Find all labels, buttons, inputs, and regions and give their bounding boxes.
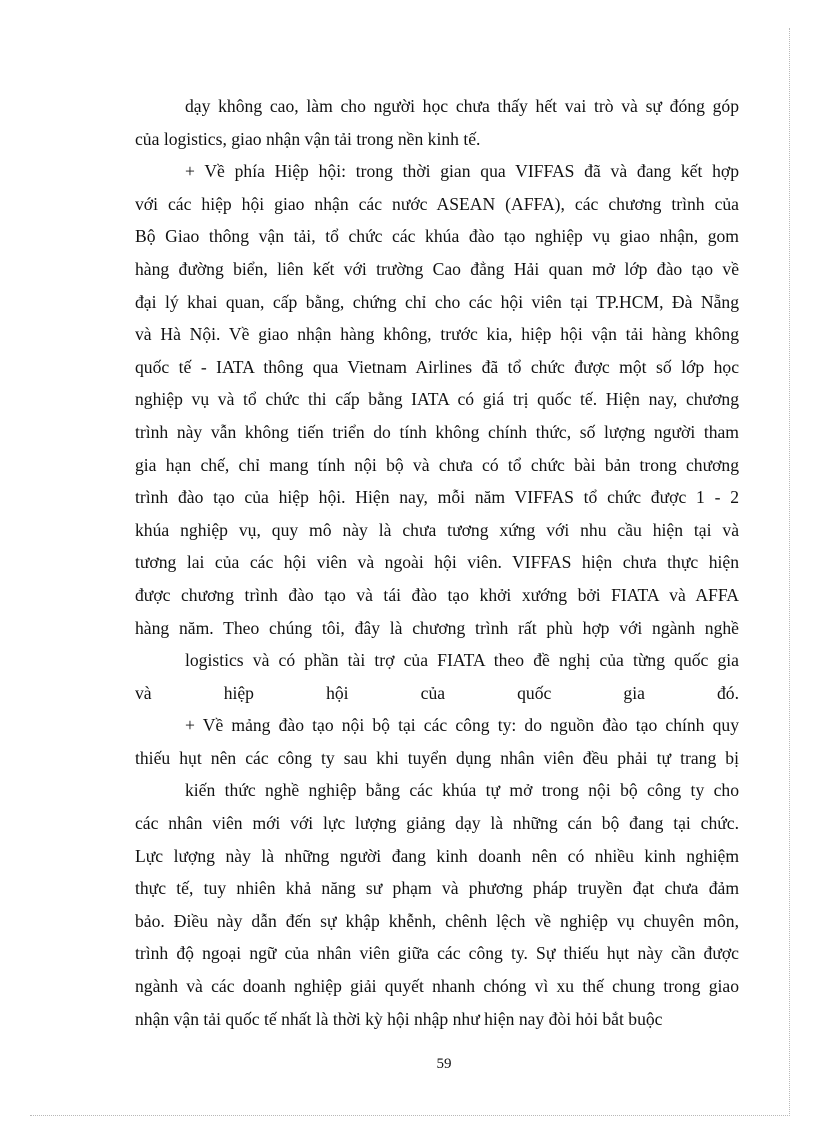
text-line: gia hạn chế, chỉ mang tính nội bộ và chưa có tổ chức bài bản trong chương — [135, 454, 739, 475]
page-number: 59 — [436, 1056, 452, 1072]
text-line: các nhân viên mới với lực lượng giảng dạy là những cán bộ đang tại chức. — [135, 813, 739, 834]
text-line: Bộ Giao thông vận tải, tổ chức các khúa đào tạo nghiệp vụ giao nhận, gom — [135, 226, 739, 247]
text-line: Lực lượng này là những người đang kinh doanh nên có nhiều kinh nghiệm — [135, 845, 739, 866]
text-line: thực tế, tuy nhiên khả năng sư phạm và phương pháp truyền đạt chưa đảm — [135, 878, 739, 899]
text-line: khúa nghiệp vụ, quy mô này là chưa tương xứng với nhu cầu hiện tại và — [135, 519, 739, 540]
text-line: với các hiệp hội giao nhận các nước ASEAN (AFFA), các chương trình của — [135, 193, 739, 214]
text-line: nghiệp vụ và tổ chức thi cấp bằng IATA có giá trị quốc tế. Hiện nay, chương — [135, 389, 739, 410]
text-line: kiến thức nghề nghiệp bằng các khúa tự mở trong nội bộ công ty cho — [185, 780, 739, 801]
text-line: và Hà Nội. Về giao nhận hàng không, trước kia, hiệp hội vận tải hàng không — [135, 324, 739, 345]
text-line: logistics và có phần tài trợ của FIATA theo đề nghị của từng quốc gia — [185, 650, 739, 671]
text-line: đại lý khai quan, cấp bằng, chứng chỉ cho các hội viên tại TP.HCM, Đà Nẵng — [135, 291, 739, 312]
text-line: ngành và các doanh nghiệp giải quyết nhanh chóng vì xu thế chung trong giao — [135, 976, 739, 997]
body-text — [135, 90, 739, 1035]
text-line: tương lai của các hội viên và ngoài hội viên. VIFFAS hiện chưa thực hiện — [135, 552, 739, 573]
text-line: của logistics, giao nhận vận tải trong nền kinh tế. — [135, 128, 481, 149]
text-line: trình độ ngoại ngữ của nhân viên giữa các công ty. Sự thiếu hụt này cần được — [135, 943, 739, 964]
text-line: dạy không cao, làm cho người học chưa thấy hết vai trò và sự đóng góp — [185, 96, 739, 116]
text-line: hàng năm. Theo chúng tôi, đây là chương trình rất phù hợp với ngành nghề — [135, 617, 739, 638]
text-line: quốc tế - IATA thông qua Vietnam Airlines đã tổ chức được một số lớp học — [135, 356, 739, 377]
text-line: nhận vận tải quốc tế nhất là thời kỳ hội nhập như hiện nay đòi hỏi bắt buộc — [135, 1008, 663, 1029]
text-line: được chương trình đào tạo và tái đào tạo khởi xướng bởi FIATA và AFFA — [135, 584, 739, 605]
text-line: trình này vẫn không tiến triển do tính không chính thức, số lượng người tham — [135, 421, 739, 442]
text-line: trình đào tạo của hiệp hội. Hiện nay, mỗi năm VIFFAS tổ chức được 1 - 2 — [135, 487, 739, 508]
text-line: và hiệp hội của quốc gia đó. — [135, 682, 739, 703]
text-line: hàng đường biển, liên kết với trường Cao đẳng Hải quan mở lớp đào tạo về — [135, 258, 739, 279]
text-line: bảo. Điều này dẫn đến sự khập khễnh, chênh lệch về nghiệp vụ chuyên môn, — [135, 910, 739, 931]
text-line: + Về phía Hiệp hội: trong thời gian qua VIFFAS đã và đang kết hợp — [185, 161, 739, 182]
text-line: thiếu hụt nên các công ty sau khi tuyển dụng nhân viên đều phải tự trang bị — [135, 747, 739, 768]
text-line: + Về mảng đào tạo nội bộ tại các công ty: do nguồn đào tạo chính quy — [185, 715, 739, 736]
